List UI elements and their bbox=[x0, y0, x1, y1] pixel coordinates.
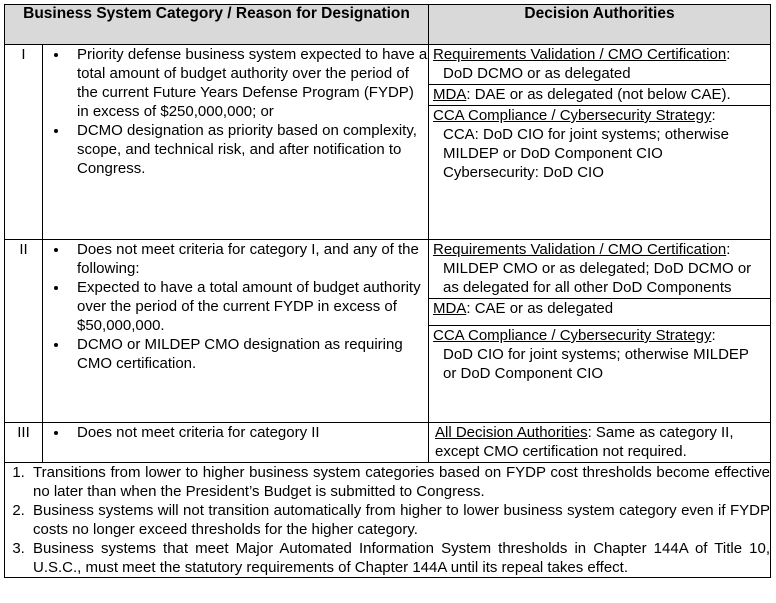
reason-cell bbox=[43, 240, 429, 423]
authority-heading: MDA bbox=[433, 86, 467, 103]
authority-text: Same as category II, except CMO certification not required. bbox=[435, 424, 734, 460]
header-category-reason: Business System Category / Reason for Designation bbox=[5, 5, 429, 45]
reason-cell bbox=[43, 45, 429, 240]
authority-block: Requirements Validation / CMO Certification: DoD DCMO or as delegated bbox=[429, 45, 770, 85]
authority-block: All Decision Authorities: Same as category II, except CMO certification not required. bbox=[435, 424, 734, 460]
authority-block: MDA: CAE or as delegated bbox=[429, 299, 770, 326]
authority-heading: CCA Compliance / Cybersecurity Strategy bbox=[433, 327, 712, 344]
reason-item: • Does not meet criteria for category I, and any of the following: bbox=[69, 240, 428, 278]
authority-block: CCA Compliance / Cybersecurity Strategy: CCA: DoD CIO for joint systems; otherwise MILDEP or DoD Component CIO Cybersecurity: DoD CIO bbox=[429, 106, 770, 183]
reason-item: • DCMO designation as priority based on complexity, scope, and technical risk, and after notification to Congress. bbox=[69, 121, 428, 178]
table-row-category-3 bbox=[5, 423, 771, 463]
note-item: 1. Transitions from lower to higher business system categories based on FYDP cost thresholds become effective no later than when the President’s Budget is submitted to Congress. bbox=[29, 463, 770, 501]
header-row bbox=[5, 5, 771, 45]
authority-text: DAE or as delegated (not below CAE). bbox=[474, 86, 731, 103]
reason-item: • Does not meet criteria for category II bbox=[69, 423, 428, 442]
authority-text: DoD CIO for joint systems; otherwise MILDEP or DoD Component CIO bbox=[443, 346, 749, 382]
reason-list bbox=[43, 240, 428, 373]
authority-cell bbox=[429, 45, 771, 240]
table-row-category-1 bbox=[5, 45, 771, 240]
notes-cell bbox=[5, 463, 771, 578]
authority-heading: All Decision Authorities bbox=[435, 424, 588, 441]
category-label: III bbox=[5, 423, 43, 463]
notes-list bbox=[5, 463, 770, 577]
authority-heading: Requirements Validation / CMO Certification bbox=[433, 241, 727, 258]
authority-heading: CCA Compliance / Cybersecurity Strategy bbox=[433, 107, 712, 124]
category-label: II bbox=[5, 240, 43, 423]
authority-heading: MDA bbox=[433, 300, 467, 317]
header-decision-authorities: Decision Authorities bbox=[429, 5, 771, 45]
authority-text: Cybersecurity: DoD CIO bbox=[443, 164, 604, 181]
authority-text: CCA: DoD CIO for joint systems; otherwise MILDEP or DoD Component CIO bbox=[443, 126, 729, 162]
reason-list bbox=[43, 45, 428, 178]
reason-cell bbox=[43, 423, 429, 463]
reason-list bbox=[43, 423, 428, 442]
note-item: 2. Business systems will not transition automatically from higher to lower business system category even if FYDP costs no longer exceed thresholds for the higher category. bbox=[29, 501, 770, 539]
category-label: I bbox=[5, 45, 43, 240]
reason-item: • Expected to have a total amount of budget authority over the period of the current FYDP in excess of $50,000,000. bbox=[69, 278, 428, 335]
authority-block: CCA Compliance / Cybersecurity Strategy: DoD CIO for joint systems; otherwise MILDEP or DoD Component CIO bbox=[429, 326, 770, 384]
note-item: 3. Business systems that meet Major Automated Information System thresholds in Chapter 144A of Title 10, U.S.C., must meet the statutory requirements of Chapter 144A until its repeal takes effect. bbox=[29, 539, 770, 577]
table-row-category-2 bbox=[5, 240, 771, 423]
reason-item: • DCMO or MILDEP CMO designation as requiring CMO certification. bbox=[69, 335, 428, 373]
authority-cell bbox=[429, 240, 771, 423]
reason-item: • Priority defense business system expected to have a total amount of budget authority over the period of the current Future Years Defense Program (FYDP) in excess of $250,000,000; or bbox=[69, 45, 428, 121]
designation-table bbox=[4, 4, 771, 578]
notes-row bbox=[5, 463, 771, 578]
authority-cell bbox=[429, 423, 771, 463]
authority-heading: Requirements Validation / CMO Certification bbox=[433, 46, 727, 63]
authority-text: MILDEP CMO or as delegated; DoD DCMO or as delegated for all other DoD Components bbox=[443, 260, 752, 296]
authority-text: CAE or as delegated bbox=[474, 300, 614, 317]
authority-block: Requirements Validation / CMO Certification: MILDEP CMO or as delegated; DoD DCMO or as delegated for all other DoD Components bbox=[429, 240, 770, 299]
authority-block: MDA: DAE or as delegated (not below CAE). bbox=[429, 85, 770, 106]
authority-text: DoD DCMO or as delegated bbox=[443, 65, 631, 82]
